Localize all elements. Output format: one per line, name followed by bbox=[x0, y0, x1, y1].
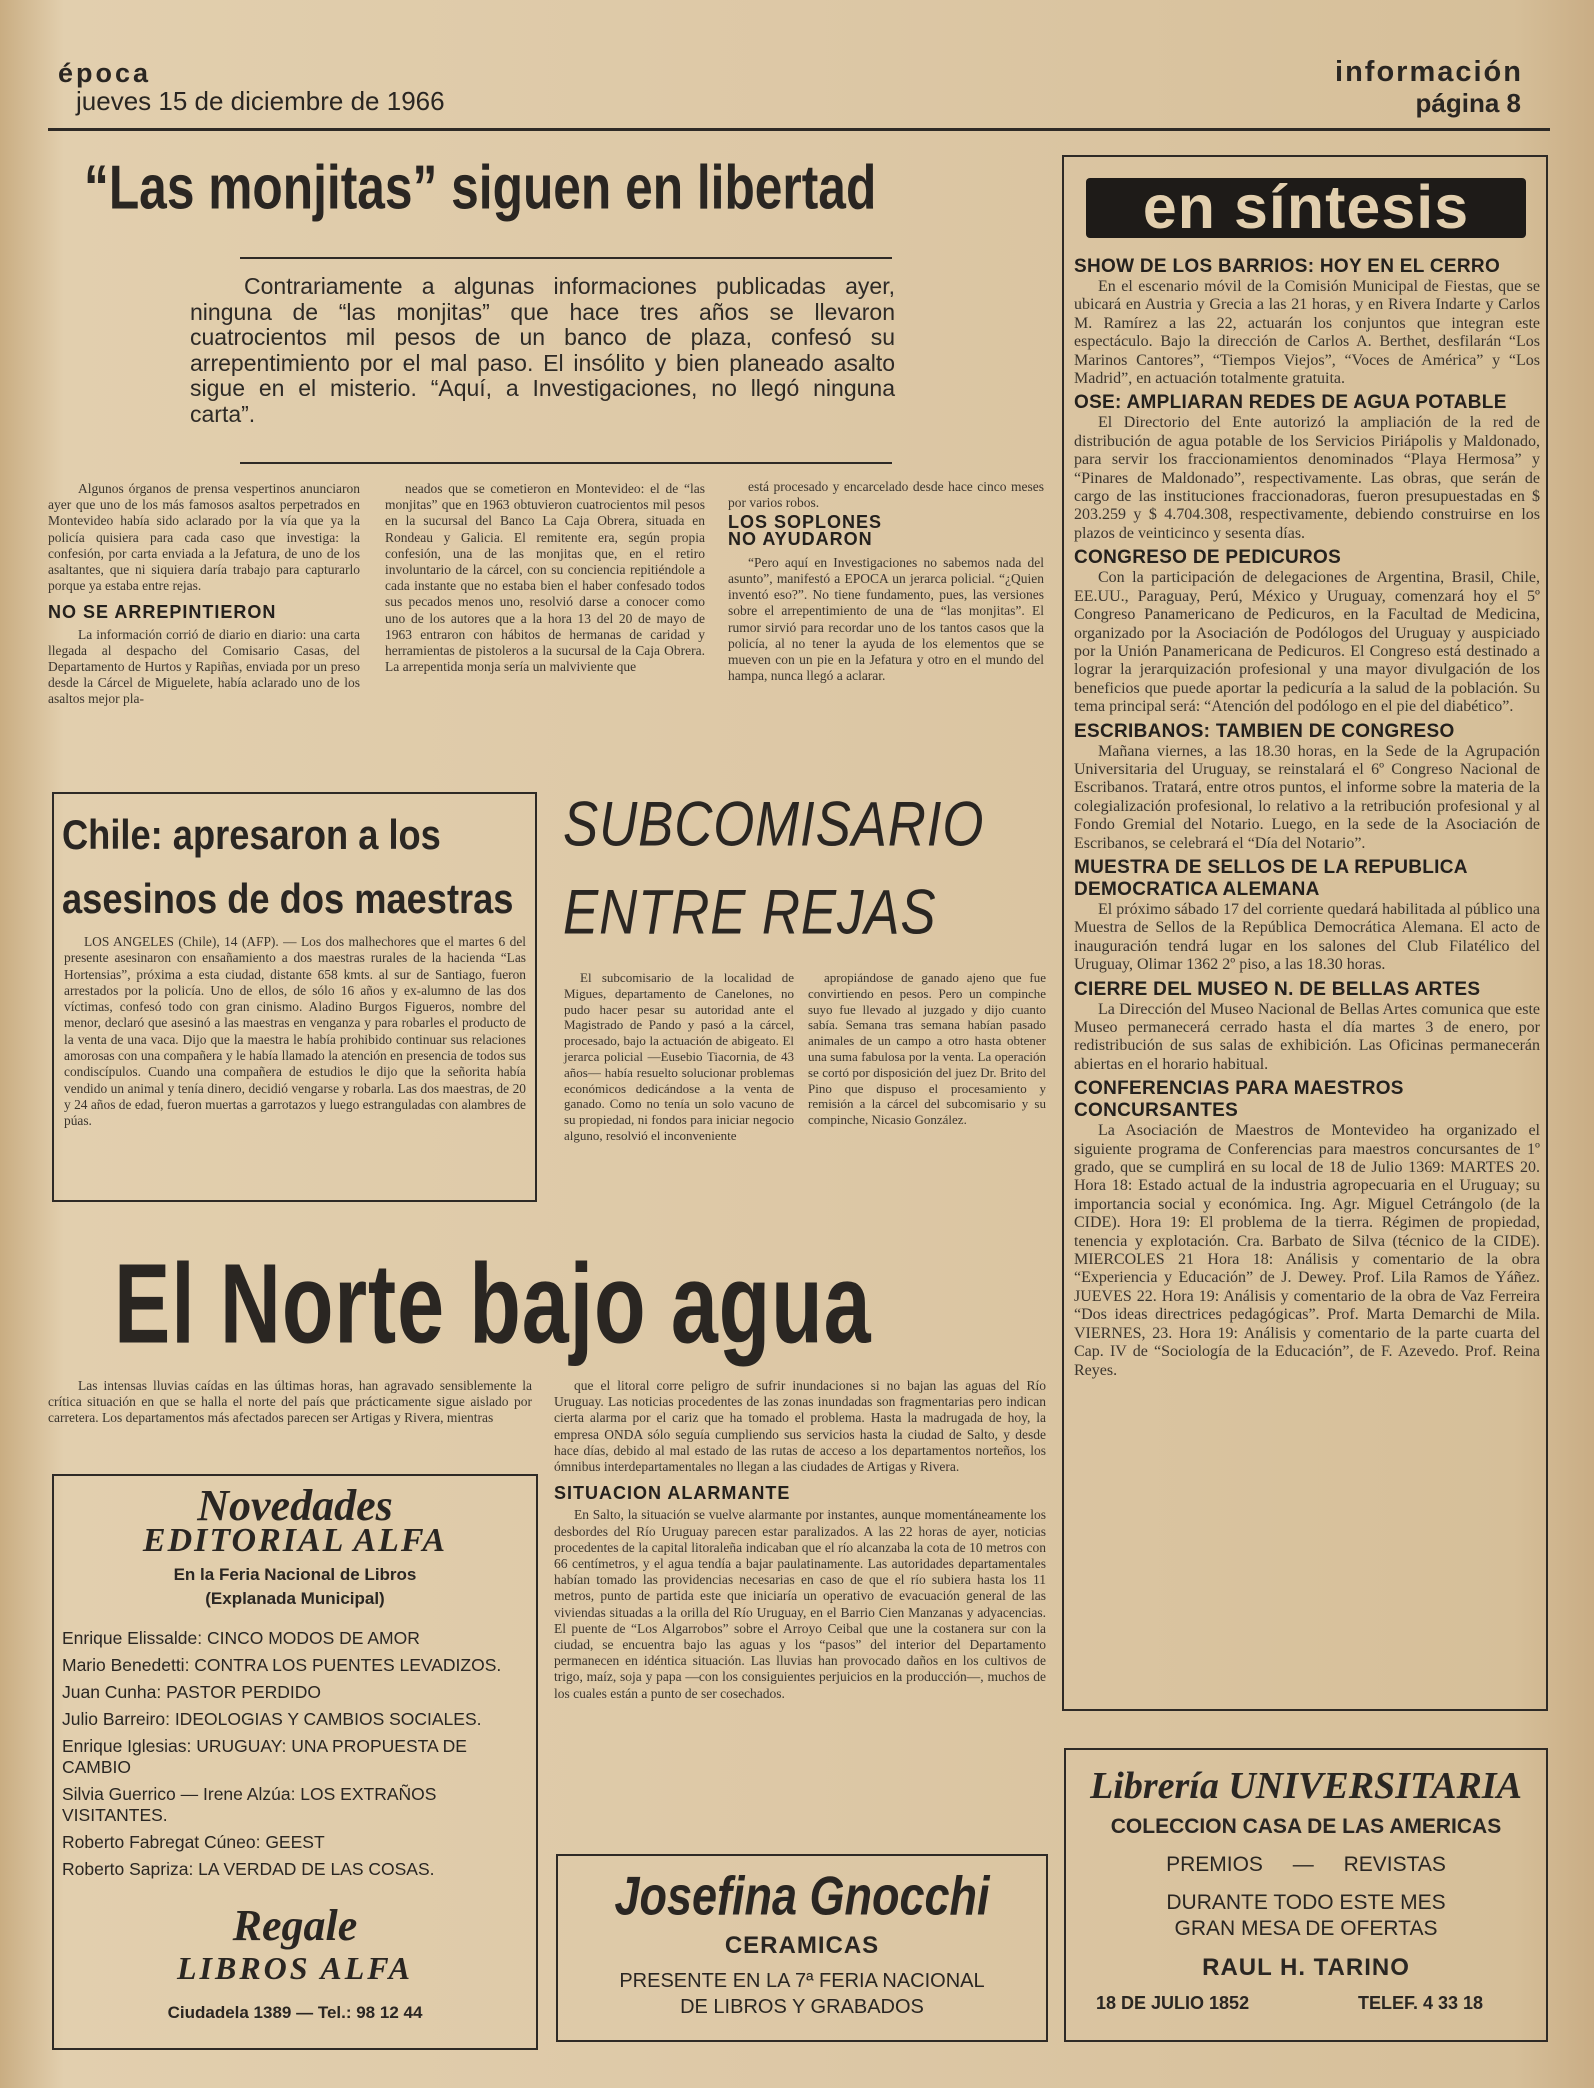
lead-rule bbox=[240, 462, 892, 464]
gnocchi-name: Josefina Gnocchi bbox=[614, 1865, 990, 1927]
gnocchi-line-1: PRESENTE EN LA 7ª FERIA NACIONAL bbox=[619, 1970, 985, 1992]
sintesis-item-head: CONGRESO DE PEDICUROS bbox=[1074, 547, 1342, 569]
sintesis-banner-text: en síntesis bbox=[1142, 173, 1470, 242]
universitaria-dash: — bbox=[1292, 1853, 1314, 1876]
headline-rule bbox=[240, 257, 892, 259]
sintesis-item bbox=[1074, 547, 1540, 716]
masthead-rule bbox=[48, 128, 1550, 131]
monjitas-col1a: Algunos órganos de prensa vespertinos anunciaron ayer que uno de los más famosos asaltos perpetrados en Montevideo había sido aclarado por la vía que ya la policía quisiera para cada caso que investiga: la confesión, por carta enviada a la Jefatura, de uno de los asaltantes, que ni siquiera daría trabajo para capturarlo porque ya estaba entre rejas. bbox=[48, 481, 360, 594]
monjitas-subhead-1: NO SE ARREPINTIERON bbox=[48, 602, 277, 623]
sintesis-item-head: CIERRE DEL MUSEO N. DE BELLAS ARTES bbox=[1074, 978, 1481, 1000]
sintesis-item-head: OSE: AMPLIARAN REDES DE AGUA POTABLE bbox=[1074, 392, 1507, 414]
gnocchi-subtitle: CERAMICAS bbox=[724, 1932, 880, 1959]
universitaria-revistas: REVISTAS bbox=[1343, 1853, 1446, 1876]
sintesis-item-text: El Directorio del Ente autorizó la ampliación de la red de distribución de agua potable de los Servicios Piriápolis y Maldonado, para servir los fraccionamientos denominados “Playa Hermosa” y “Pinares de Maldonado”, respectivamente. Las obras, que serán de cargo de las instituciones fraccionadoras, fueron presupuestadas en $ 203.259 y $ 4.704.308, respectivamente, debiendo construirse en los plazos de veinticinco y sesenta días. bbox=[1074, 414, 1540, 542]
monjitas-col1b: La información corrió de diario en diario: una carta llegada al despacho del Comisario Casas, del Departamento de Hurtos y Rapiñas, enviada por un preso desde la Cárcel de Miguelete, había aclarado uno de los asaltos mejor pla- bbox=[48, 626, 360, 707]
monjitas-col1 bbox=[48, 481, 360, 708]
norte-lead: Las intensas lluvias caídas en las últimas horas, han agravado sensiblemente la crítica situación en que se halla el norte del país que prácticamente sigue aislado por carretera. Los departamentos más afectados parecen ser Artigas y Rivera, mientras bbox=[48, 1378, 532, 1426]
monjitas-headline: “Las monjitas” siguen en libertad bbox=[84, 153, 877, 223]
monjitas-lead: Contrariamente a algunas informaciones publicadas ayer, ninguna de “las monjitas” que hace tres años se llevaron cuatrocientos mil pesos de un banco de plaza, confesó su arrepentimiento por el mal paso. El insólito y bien planeado asalto sigue en el misterio. “Aquí, a Investigaciones, no llegó ninguna carta”. bbox=[190, 273, 895, 427]
chile-headline-1: Chile: apresaron a los bbox=[62, 812, 441, 858]
sintesis-items bbox=[1074, 256, 1540, 1380]
alfa-libros: LIBROS ALFA bbox=[176, 1950, 414, 1986]
alfa-subtitle-1: En la Feria Nacional de Libros bbox=[173, 1565, 417, 1584]
alfa-title-1: Novedades bbox=[197, 1481, 393, 1530]
universitaria-line-3: DURANTE TODO ESTE MES bbox=[1166, 1891, 1446, 1914]
sintesis-item bbox=[1074, 392, 1540, 543]
norte-subhead: SITUACION ALARMANTE bbox=[554, 1483, 791, 1504]
alfa-book-list bbox=[62, 1628, 532, 1886]
alfa-book-item: Juan Cunha: PASTOR PERDIDO bbox=[62, 1682, 322, 1702]
sintesis-item-head: MUESTRA DE SELLOS DE LA REPUBLICA DEMOCRATICA ALEMANA bbox=[1074, 856, 1468, 900]
alfa-book-item: Silvia Guerrico — Irene Alzúa: LOS EXTRAÑOS VISITANTES. bbox=[62, 1784, 437, 1825]
page-number: página 8 bbox=[1415, 88, 1521, 118]
alfa-book-item: Enrique Iglesias: URUGUAY: UNA PROPUESTA DE CAMBIO bbox=[62, 1736, 467, 1777]
alfa-book-item: Roberto Fabregat Cúneo: GEEST bbox=[62, 1832, 325, 1852]
sintesis-item-head: CONFERENCIAS PARA MAESTROS CONCURSANTES bbox=[1074, 1078, 1404, 1122]
monjitas-col3 bbox=[728, 479, 1044, 684]
norte-headline: El Norte bajo agua bbox=[114, 1241, 872, 1368]
sintesis-item-text: Mañana viernes, a las 18.30 horas, en la Sede de la Agrupación Universitaria del Uruguay, se reinstalará el 6º Congreso Nacional de Escribanos. Tratará, entre otros puntos, el informe sobre la materia de la colegialización profesional, lo relativo a la retribución profesional y al Fondo Gremial del Notario. Luego, en la sede de la Asociación de Escribanos, se celebrará el “Día del Notario”. bbox=[1074, 742, 1540, 852]
sintesis-item-text: Con la participación de delegaciones de Argentina, Brasil, Chile, EE.UU., Paraguay, Perú, México y Uruguay, comenzará hoy el 5º Congreso Panamericano de Pedicuros, en la Facultad de Medicina, organizado por la Asociación de Podólogos del Uruguay y auspiciado por la Unión Panamericana de Pedicuros. El Congreso está destinado a lograr la jerarquización profesional y una mayor divulgación de los beneficios que puede aportar la pedicuría a la salud de la población. Su tema principal será: “Atención del podólogo en el pie del diabético”. bbox=[1074, 569, 1540, 716]
subcomisario-col1: El subcomisario de la localidad de Migues, departamento de Canelones, no pudo hacer pesar su autoridad ante el Magistrado de Pando y pasó a la cárcel, procesado, bajo la actuación de abigeato. El jerarca policial —Eusebio Tiacornia, de 43 años— había resuelto solucionar problemas económicos dedicándose a la venta de ganado. Como no tenía un solo vacuno de su propiedad, ni fondos para iniciar negocio alguno, resolvió el inconveniente bbox=[564, 970, 794, 1143]
subcomisario-col2: apropiándose de ganado ajeno que fue convirtiendo en pesos. Pero un compinche suyo fue llevado al juzgado y dijo cuanto sabía. Semana tras semana habían pasado animales de un campo a otro hasta obtener una suma fabulosa por la venta. La operación se cortó por disposición del juez Dr. Brito del Pino que dispuso el procesamiento y remisión a la cárcel del subcomisario y su compinche, Nicasio González. bbox=[808, 970, 1046, 1128]
gnocchi-line-2: DE LIBROS Y GRABADOS bbox=[680, 1996, 924, 2018]
universitaria-title: Librería UNIVERSITARIA bbox=[1090, 1765, 1522, 1807]
subcomisario-headline-1: SUBCOMISARIO bbox=[563, 789, 985, 860]
sintesis-item bbox=[1074, 256, 1540, 388]
alfa-subtitle-2: (Explanada Municipal) bbox=[205, 1589, 385, 1608]
sintesis-item bbox=[1074, 721, 1540, 853]
sintesis-item-head: SHOW DE LOS BARRIOS: HOY EN EL CERRO bbox=[1074, 256, 1501, 277]
chile-body: LOS ANGELES (Chile), 14 (AFP). — Los dos malhechores que el martes 6 del presente asesinaron con ensañamiento a dos maestras rurales de la hacienda “Las Hortensias”, próxima a esta ciudad, distante 658 kmts. al sur de Santiago, fueron arrestados por la policía. Uno de ellos, de sólo 16 años y ex-alumno de las dos víctimas, confesó todo con gran cinismo. Aladino Burgos Figueros, nombre del menor, declaró que asesinó a las maestras en venganza y para robarles el producto de la venta de una vaca. Dijo que la maestra le había prohibido continuar sus relaciones amorosas con una compañera y le había llamado la atención en presencia de todos sus condiscípulos. Cuando una compañera de estudios le dijo que la señorita había vendido un animal y tenía dinero, decidió vengarse y robarla. Las dos maestras, de 20 y 24 años de edad, fueron muertas a garrotazos y luego estranguladas con alambres de púas. bbox=[64, 934, 526, 1129]
universitaria-line-1: COLECCION CASA DE LAS AMERICAS bbox=[1110, 1815, 1502, 1838]
monjitas-subhead-2b: NO AYUDARON bbox=[728, 528, 873, 549]
sintesis-item bbox=[1074, 857, 1540, 975]
norte-col2a: que el litoral corre peligro de sufrir inundaciones si no bajan las aguas del Río Uruguay. Las noticias procedentes de las zonas inundadas son fragmentarias pero indican cierta alarma por el cariz que ha tomado el problema. Hasta la madrugada de hoy, la empresa ONDA sólo seguía cumpliendo sus servicios hasta la ciudad de Salto, y desde hace días, debido al mal estado de las rutas de acceso a los departamentos norteños, los ómnibus interdepartamentales no llegan a las ciudades de Artigas y Rivera. bbox=[554, 1378, 1046, 1475]
sintesis-item bbox=[1074, 1078, 1540, 1380]
alfa-address: Ciudadela 1389 — Tel.: 98 12 44 bbox=[167, 2003, 423, 2022]
sintesis-item-text: El próximo sábado 17 del corriente quedará habilitada al público una Muestra de Sellos de la República Democrática Alemana. El acto de inauguración tendrá lugar en los salones del Club Filatélico del Uruguay, Olimar 1362 2º piso, a las 18.30 horas. bbox=[1074, 900, 1540, 974]
monjitas-col3b: “Pero aquí en Investigaciones no sabemos nada del asunto”, manifestó a EPOCA un jerarca policial. “¿Quien inventó eso?”. No tiene fundamento, pues, las versiones sobre el arrepentimiento de una de “las monjitas”. El rumor sirvió para recordar uno de los tantos casos que la policía, al no tener la ayuda de los elementos que se mueven con un pie en la Jefatura y otro en el mundo del hampa, nunca llegó a aclarar. bbox=[728, 554, 1044, 684]
universitaria-address: 18 DE JULIO 1852 bbox=[1096, 1993, 1250, 2013]
universitaria-premios: PREMIOS bbox=[1166, 1853, 1263, 1876]
sintesis-item-text: La Dirección del Museo Nacional de Bellas Artes comunica que este Museo permanecerá cerrado hasta el día martes 3 de enero, por redistribución de sus salas de exhibición. Las Oficinas permanecerán abiertas en el horario habitual. bbox=[1074, 1000, 1540, 1073]
monjitas-col3a: está procesado y encarcelado desde hace cinco meses por varios robos. bbox=[728, 479, 1044, 511]
alfa-book-item: Enrique Elissalde: CINCO MODOS DE AMOR bbox=[62, 1628, 420, 1648]
alfa-book-item: Roberto Sapriza: LA VERDAD DE LAS COSAS. bbox=[62, 1859, 435, 1879]
alfa-regale: Regale bbox=[232, 1901, 358, 1950]
universitaria-line-4: GRAN MESA DE OFERTAS bbox=[1174, 1917, 1438, 1940]
monjitas-col2: neados que se cometieron en Montevideo: el de “las monjitas” que en 1963 obtuvieron cuatrocientos mil pesos en la sucursal del Banco La Caja Obrera, situada en Rondeau y Galicia. El remitente era, según propia confesión, una de las monjitas que, en el retiro involuntario de la cárcel, con su conciencia repitiéndole a cada instante que no estaba bien el haber confesado todos sus pecados menos uno, resolvió darse a conocer como uno de los autores que a la hora 13 del 20 de mayo de 1963 entraron con hábitos de hermanas de caridad y herramientas de pistoleros a la sucursal de la Caja Obrera. La arrepentida monja sería un malviviente que bbox=[385, 481, 705, 675]
sintesis-item-text: La Asociación de Maestros de Montevideo ha organizado el siguiente programa de Conferencias para maestros concursantes de 1º grado, que se cumplirá en su local de 18 de Julio 1369: MARTES 20. Hora 18: Estado actual de la industria agropecuaria en el Uruguay; su importancia social y económica. Ing. Agr. Miguel Cetrángolo (de la CIDE). Hora 19: El problema de la tierra. Régimen de propiedad, tenencia y explotación. Cra. Barbato de Silva (técnico de la CIDE). MIERCOLES 21 Hora 18: Análisis y comentario de la obra “Experiencia y Educación” de J. Dewey. Prof. Lila Ramos de Yáñez. JUEVES 22. Hora 19: Análisis y comentario de la obra de Vaz Ferreira “Dos ideas directrices pedagógicas”. Prof. Marta Demarchi de Mila. VIERNES, 23. Hora 19: Análisis y comentario de la parte cuarta del Cap. IV de “Sociología de la Educación”, de F. Azevedo. Prof. Reina Reyes. bbox=[1074, 1122, 1540, 1379]
alfa-title-2: EDITORIAL ALFA bbox=[142, 1522, 448, 1559]
norte-col2 bbox=[554, 1378, 1046, 1702]
section-name: información bbox=[1335, 56, 1523, 88]
norte-col2b: En Salto, la situación se vuelve alarmante por instantes, aunque momentáneamente los desbordes del Río Uruguay parecen estar paralizados. A las 22 horas de ayer, noticias procedentes de la capital litoraleña indicaban que el río alcanzaba la cota de 10 metros con 66 centímetros, y el agua tendía a bajar paulatinamente. Las autoridades departamentales habían tomado las providencias necesarias en caso de que el río subiera hasta los 11 metros, punto de partida este que iniciaría un operativo de evacuación general de las viviendas situadas a la orilla del Río Uruguay, en el Barrio Cien Manzanas y adyacencias. El puente de “Los Algarrobos” sobre el Arroyo Ceibal que une la costanera sur con la ciudad, se encuentra bajo las aguas y los “pasos” del interior del Departamento permanecen en idéntica situación. Las lluvias han provocado daños en los cultivos de trigo, maíz, soja y papa —con los consiguientes perjuicios en la producción—, muchos de los cuales están a punto de ser cosechados. bbox=[554, 1507, 1046, 1701]
chile-headline-2: asesinos de dos maestras bbox=[62, 876, 514, 922]
sintesis-item bbox=[1074, 979, 1540, 1075]
sintesis-item-head: ESCRIBANOS: TAMBIEN DE CONGRESO bbox=[1074, 720, 1455, 742]
alfa-book-item: Julio Barreiro: IDEOLOGIAS Y CAMBIOS SOCIALES. bbox=[62, 1709, 482, 1729]
sintesis-banner bbox=[1086, 173, 1526, 242]
alfa-book-item: Mario Benedetti: CONTRA LOS PUENTES LEVADIZOS. bbox=[62, 1655, 502, 1675]
issue-date: jueves 15 de diciembre de 1966 bbox=[76, 86, 445, 116]
universitaria-owner: RAUL H. TARINO bbox=[1202, 1954, 1410, 1981]
subcomisario-headline-2: ENTRE REJAS bbox=[563, 877, 937, 948]
sintesis-item-text: En el escenario móvil de la Comisión Municipal de Fiestas, que se ubicará en Austria y Grecia a las 21 horas, y en Rivera Indarte y Carlos M. Ramírez a las 22, actuarán los conjuntos que integran este espectáculo. Bajo la dirección de Carlos A. Berthet, desfilarán “Los Marinos Cantores”, “Tiempos Viejos”, “Voces de América” y “Los Madrid”, en actuación totalmente gratuita. bbox=[1074, 278, 1540, 388]
monjitas-subhead-2a: LOS SOPLONES bbox=[728, 512, 883, 533]
paper-name: época bbox=[58, 58, 152, 88]
universitaria-phone: TELEF. 4 33 18 bbox=[1358, 1993, 1484, 2013]
universitaria-premios-row bbox=[1064, 1853, 1548, 1877]
